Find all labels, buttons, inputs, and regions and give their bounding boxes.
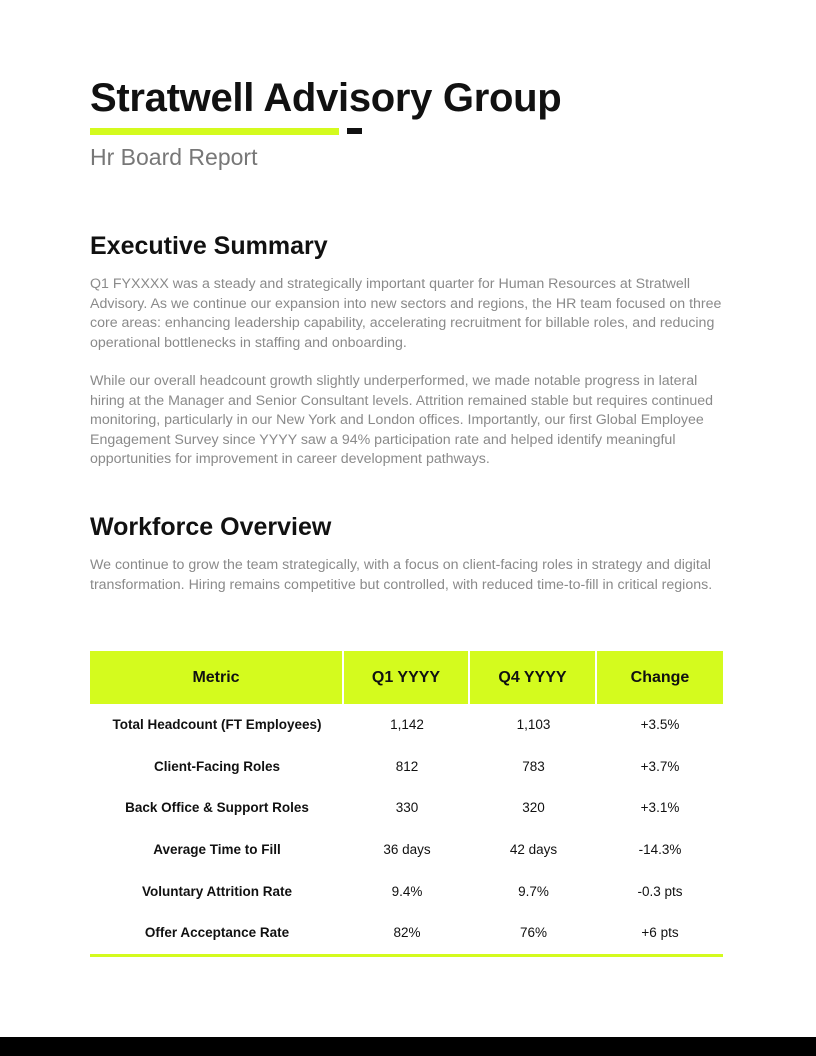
q1-value: 812	[395, 758, 419, 774]
footer-bar	[0, 1037, 816, 1056]
metric-name: Client-Facing Roles	[153, 758, 280, 774]
executive-summary-paragraph-2: While our overall headcount growth slightly underperformed, we made notable progress in lateral hiring at the Manager and Senior Consultant levels. Attrition remained stable but requires continued monitoring, particularly in our New York and London offices. Importantly, our first Global Employee Engagement Survey since YYYY saw a 94% participation rate and helped identify meaningful opportunities for improvement in career development pathways.	[90, 373, 714, 467]
table-row	[90, 787, 723, 829]
workforce-overview-paragraph: We continue to grow the team strategically, with a focus on client-facing roles in strategy and digital transformation. Hiring remains competitive but controlled, with reduced time-to-fill in critical regions.	[90, 557, 713, 593]
q4-value: 9.7%	[518, 883, 549, 899]
table-row	[90, 829, 723, 871]
change-value: -14.3%	[638, 842, 682, 858]
header-q4: Q4 YYYY	[470, 651, 597, 704]
q4-value: 42 days	[509, 842, 558, 858]
executive-summary-heading: Executive Summary	[90, 232, 328, 260]
table-row	[90, 704, 723, 746]
q4-value: 1,103	[516, 717, 551, 733]
q4-value: 783	[522, 758, 545, 774]
metric-name: Total Headcount (FT Employees)	[112, 717, 322, 733]
change-value: +6 pts	[597, 912, 723, 957]
workforce-metrics-table	[90, 651, 723, 957]
header-metric: Metric	[90, 651, 344, 704]
q1-value: 36 days	[383, 842, 431, 858]
change-value: +3.5%	[640, 717, 680, 733]
change-value: -0.3 pts	[637, 883, 683, 899]
metric-name: Back Office & Support Roles	[125, 800, 309, 816]
change-value: +3.1%	[640, 800, 680, 816]
q4-value: 320	[522, 800, 545, 816]
accent-bar	[90, 128, 339, 135]
metric-name: Offer Acceptance Rate	[90, 912, 344, 957]
header-q1: Q1 YYYY	[344, 651, 470, 704]
table-row	[90, 746, 723, 788]
table-row	[90, 912, 723, 957]
table-row	[90, 870, 723, 912]
metric-name: Average Time to Fill	[153, 842, 281, 858]
q1-value: 330	[395, 800, 419, 816]
executive-summary-paragraph-1: Q1 FYXXXX was a steady and strategically important quarter for Human Resources at Stratwell Advisory. As we continue our expansion into new sectors and regions, the HR team focused on three core areas: enhancing leadership capability, accelerating recruitment for billable roles, and reducing operational bottlenecks in staffing and onboarding.	[90, 276, 722, 351]
q1-value: 1,142	[390, 717, 424, 733]
workforce-overview-heading: Workforce Overview	[90, 513, 332, 541]
q1-value: 9.4%	[391, 883, 423, 899]
accent-dash	[347, 128, 362, 134]
company-title: Stratwell Advisory Group	[90, 76, 562, 120]
metric-name: Voluntary Attrition Rate	[141, 883, 292, 899]
table-header-row	[90, 651, 723, 704]
header-change: Change	[597, 651, 723, 704]
q4-value: 76%	[470, 912, 597, 957]
change-value: +3.7%	[640, 758, 680, 774]
report-subtitle: Hr Board Report	[90, 144, 258, 170]
q1-value: 82%	[344, 912, 470, 957]
